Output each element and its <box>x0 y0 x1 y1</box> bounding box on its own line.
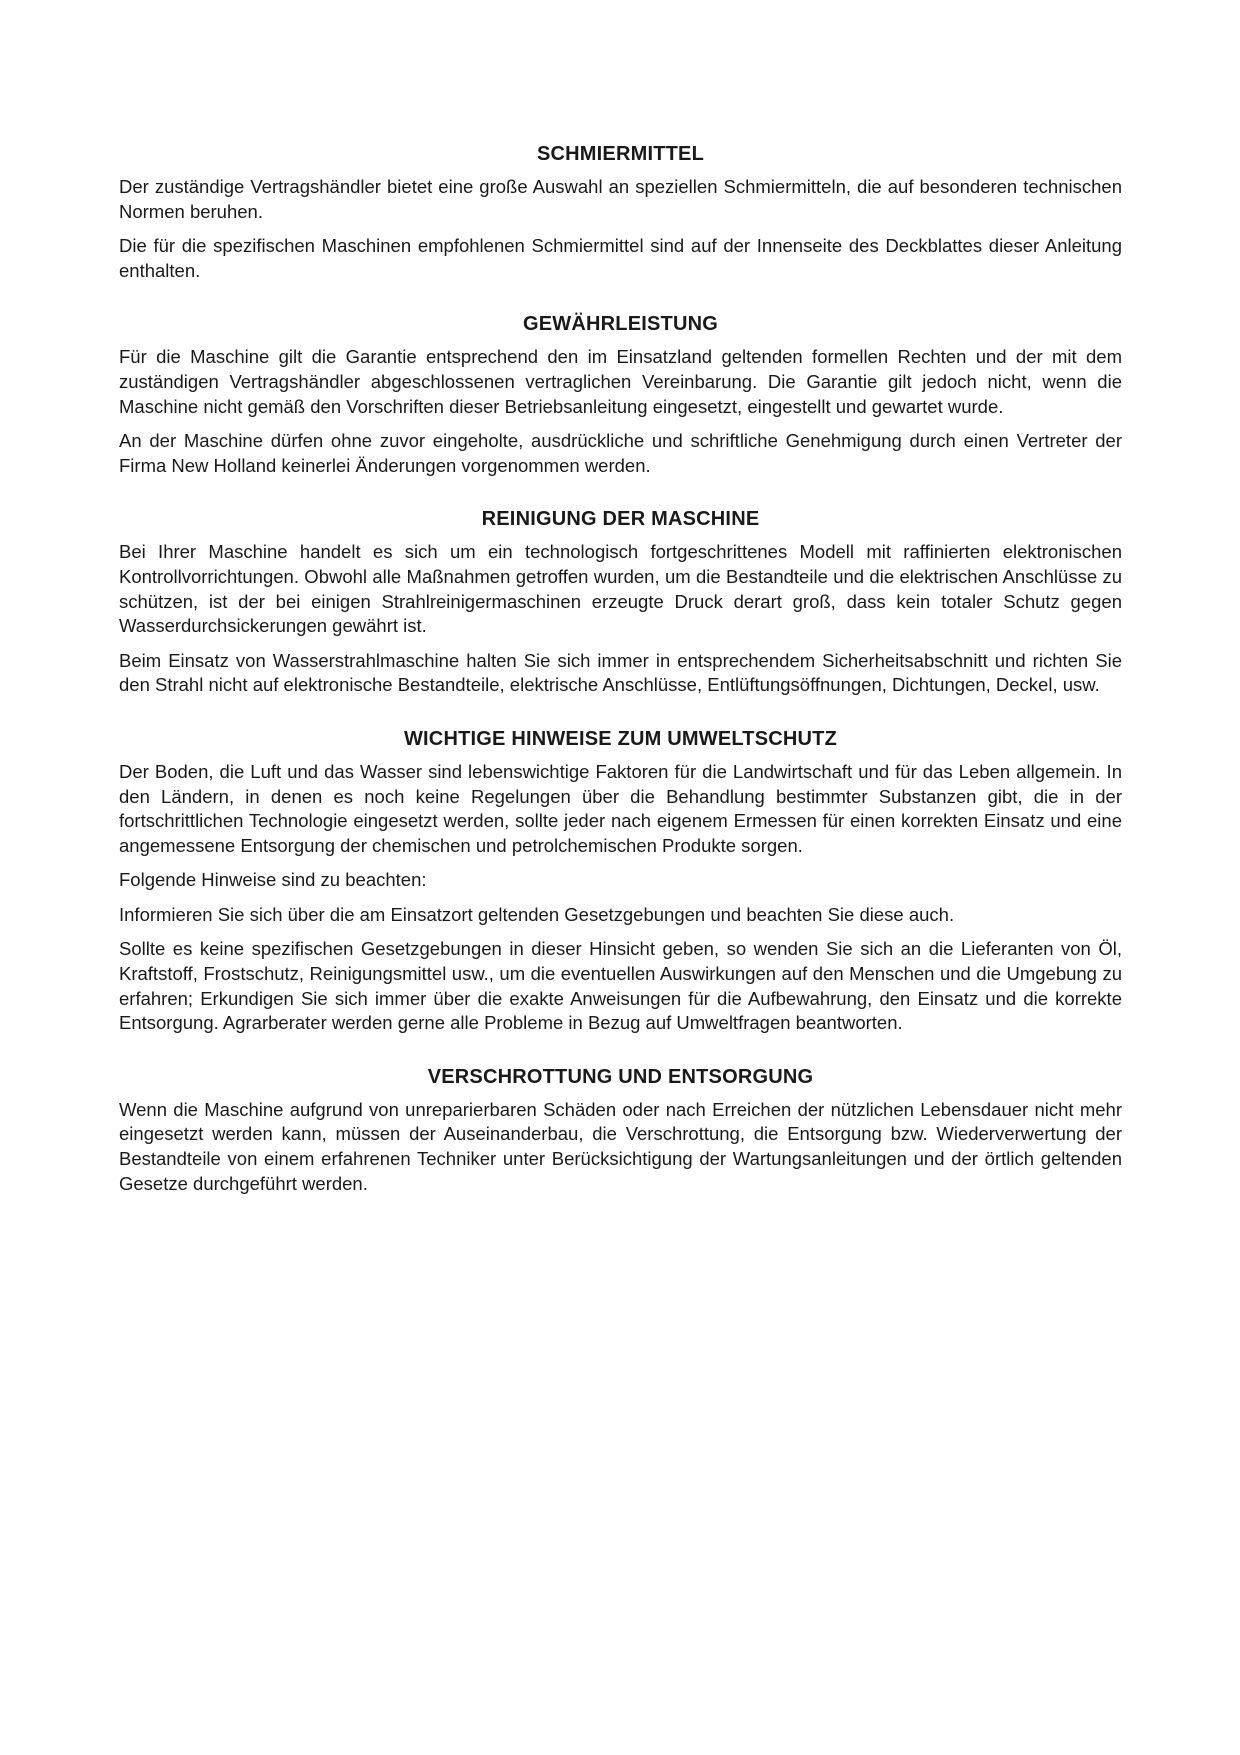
paragraph: Beim Einsatz von Wasserstrahlmaschine halten Sie sich immer in entsprechendem Sicherheitsabschnitt und richten Sie den Strahl nicht auf elektronische Bestandteile, elektrische Anschlüsse, Entlüftungsöffnungen, Dichtungen, Deckel, usw. <box>119 649 1122 696</box>
section-heading: WICHTIGE HINWEISE ZUM UMWELTSCHUTZ <box>403 727 838 750</box>
section-verschrottung <box>119 1063 1122 1196</box>
paragraph: Folgende Hinweise sind zu beachten: <box>119 869 427 891</box>
paragraph: Wenn die Maschine aufgrund von unreparierbaren Schäden oder nach Erreichen der nützlichen Lebensdauer nicht mehr eingesetzt werden kann, müssen der Auseinanderbau, die Verschrottung, die Entsorgung bzw. Wiederverwertung der Bestandteile von einem erfahrenen Techniker unter Berücksichtigung der Wartungsanleitungen und der örtlich geltenden Gesetze durchgeführt werden. <box>119 1098 1122 1194</box>
section-heading: REINIGUNG DER MASCHINE <box>481 508 760 531</box>
section-gewaehrleistung <box>119 310 1122 478</box>
document-page <box>119 140 1122 1196</box>
paragraph: Bei Ihrer Maschine handelt es sich um ein technologisch fortgeschrittenes Modell mit raffinierten elektronischen Kontrollvorrichtungen. Obwohl alle Maßnahmen getroffen wurden, um die Bestandteile und die elektrischen Anschlüsse zu schützen, ist der bei einigen Strahlreinigermaschinen erzeugte Druck derart groß, dass kein totaler Schutz gegen Wasserdurchsickerungen gewährt ist. <box>119 541 1122 637</box>
section-heading: SCHMIERMITTEL <box>536 143 705 165</box>
paragraph: Der zuständige Vertragshändler bietet eine große Auswahl an speziellen Schmiermitteln, die auf besonderen technischen Normen beruhen. <box>119 176 1122 222</box>
paragraph: Für die Maschine gilt die Garantie entsprechend den im Einsatzland geltenden formellen Rechten und der mit dem zuständigen Vertragshändler abgeschlossenen vertraglichen Vereinbarung. Die Garantie gilt jedoch nicht, wenn die Maschine nicht gemäß den Vorschriften dieser Betriebsanleitung eingesetzt, eingestellt und gewartet wurde. <box>119 346 1122 417</box>
paragraph: Die für die spezifischen Maschinen empfohlenen Schmiermittel sind auf der Innenseite des Deckblattes dieser Anleitung enthalten. <box>119 235 1122 281</box>
section-schmiermittel <box>119 140 1122 283</box>
paragraph: An der Maschine dürfen ohne zuvor eingeholte, ausdrückliche und schriftliche Genehmigung durch einen Vertreter der Firma New Holland keinerlei Änderungen vorgenommen werden. <box>119 430 1122 476</box>
section-umweltschutz <box>119 725 1122 1036</box>
paragraph: Informieren Sie sich über die am Einsatzort geltenden Gesetzgebungen und beachten Sie diese auch. <box>119 903 955 925</box>
section-reinigung <box>119 505 1122 698</box>
paragraph: Der Boden, die Luft und das Wasser sind lebenswichtige Faktoren für die Landwirtschaft und für das Leben allgemein. In den Ländern, in denen es noch keine Regelungen über die Behandlung bestimmter Substanzen gibt, die in der fortschrittlichen Technologie eingesetzt werden, sollte jeder nach eigenem Ermessen für einen korrekten Einsatz und eine angemessene Entsorgung der chemischen und petrolchemischen Produkte sorgen. <box>119 760 1122 856</box>
section-heading: GEWÄHRLEISTUNG <box>522 313 719 336</box>
section-heading: VERSCHROTTUNG UND ENTSORGUNG <box>427 1065 814 1088</box>
paragraph: Sollte es keine spezifischen Gesetzgebungen in dieser Hinsicht geben, so wenden Sie sich an die Lieferanten von Öl, Kraftstoff, Frostschutz, Reinigungsmittel usw., um die eventuellen Auswirkungen auf den Menschen und die Umgebung zu erfahren; Erkundigen Sie sich immer über die exakte Anweisungen für die Aufbewahrung, den Einsatz und die korrekte Entsorgung. Agrarberater werden gerne alle Probleme in Bezug auf Umweltfragen beantworten. <box>119 938 1122 1034</box>
